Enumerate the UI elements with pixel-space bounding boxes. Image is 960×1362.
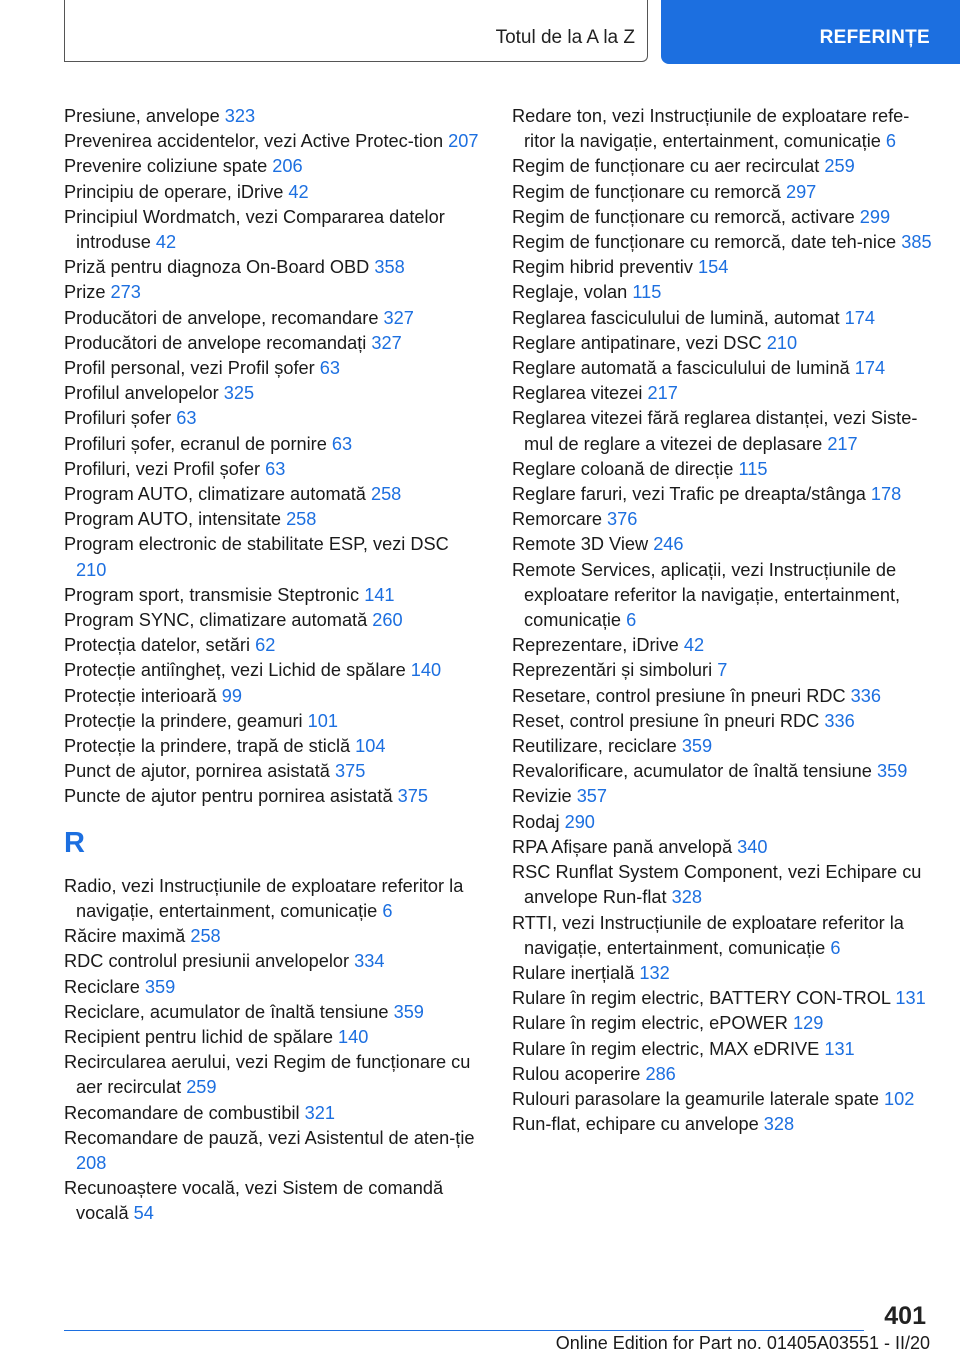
index-entry (64, 975, 484, 1000)
index-entry-text: Recomandare de combustibil (64, 1102, 305, 1123)
index-page-link[interactable]: 99 (221, 685, 242, 706)
index-page-link[interactable]: 154 (698, 257, 729, 278)
index-entry (64, 1126, 484, 1176)
index-page-link[interactable]: 375 (397, 786, 429, 807)
index-page-link[interactable]: 42 (155, 232, 177, 253)
index-entry-text: Radio, vezi Instrucțiunile de exploatare referitor la navigație, entertainment, comunicație (64, 875, 464, 921)
index-entry (512, 658, 937, 683)
index-entry (512, 180, 937, 205)
index-entry (64, 104, 484, 129)
index-page-link[interactable]: 258 (190, 926, 221, 947)
index-column-right (512, 104, 937, 1137)
index-page-link[interactable]: 321 (304, 1102, 335, 1123)
index-entry-text: Remote 3D View (512, 534, 654, 555)
index-page-link[interactable]: 208 (76, 1152, 107, 1173)
index-page-link[interactable]: 42 (288, 181, 309, 202)
index-entry-text: Regim de funcționare cu remorcă, activare (512, 206, 860, 227)
index-page-link[interactable]: 357 (576, 786, 608, 807)
chapter-title: Totul de la A la Z (495, 27, 635, 48)
index-entry-text: Profil personal, vezi Profil șofer (64, 358, 320, 379)
index-entry (64, 684, 484, 709)
index-page-link[interactable]: 206 (272, 156, 303, 177)
index-entry (64, 1050, 484, 1100)
index-page-link[interactable]: 297 (785, 181, 817, 202)
index-page-link[interactable]: 210 (766, 332, 798, 353)
index-entry (64, 1025, 484, 1050)
index-entry-text: Rulare în regim electric, ePOWER (512, 1013, 793, 1034)
index-entry-text: Reglarea fasciculului de lumină, automat (512, 307, 845, 328)
index-entry (512, 709, 937, 734)
index-entry (64, 1176, 484, 1226)
index-entry (512, 482, 937, 507)
index-entry (512, 331, 937, 356)
index-entry-text: Reutilizare, reciclare (512, 736, 682, 757)
index-entry (512, 835, 937, 860)
index-entry-text: Prevenire coliziune spate (64, 156, 273, 177)
index-page-link[interactable]: 63 (331, 433, 353, 454)
index-entry (512, 104, 937, 154)
index-entry-text: Reglarea vitezei (512, 383, 648, 404)
index-entry (64, 406, 484, 431)
index-entry (512, 532, 937, 557)
index-entry (64, 1000, 484, 1025)
index-page-link[interactable]: 327 (383, 307, 414, 328)
page-number: 401 (884, 1302, 926, 1330)
index-page-link[interactable]: 336 (850, 685, 882, 706)
index-entry-text: Profiluri, vezi Profil șofer (64, 458, 266, 479)
index-entry-text: Puncte de ajutor pentru pornirea asistată (64, 786, 398, 807)
index-entry (512, 1062, 937, 1087)
index-entry (512, 255, 937, 280)
index-entry (64, 205, 484, 255)
index-entry-text: Protecție la prindere, geamuri (64, 710, 308, 731)
index-entry (64, 507, 484, 532)
index-page-link[interactable]: 131 (895, 988, 926, 1009)
index-entry-text: Producători de anvelope, recomandare (64, 307, 384, 328)
index-page-link[interactable]: 358 (374, 257, 405, 278)
header-tab-references[interactable] (661, 0, 960, 64)
index-page-link[interactable]: 42 (683, 635, 705, 656)
index-page-link[interactable]: 359 (144, 976, 176, 997)
index-page-link[interactable]: 273 (110, 282, 141, 303)
index-entry (64, 306, 484, 331)
index-entry (64, 280, 484, 305)
index-page-link[interactable]: 102 (884, 1088, 915, 1109)
index-entry-text: Protecția datelor, setări (64, 635, 256, 656)
index-entry (64, 874, 484, 924)
index-entry-text: Revizie (512, 786, 577, 807)
index-entry-text: Recunoaștere vocală, vezi Sistem de comandă vocală (64, 1178, 444, 1224)
index-page-link[interactable]: 131 (824, 1038, 855, 1059)
index-entry-text: Rulare inerțială (512, 962, 640, 983)
index-entry (512, 784, 937, 809)
index-entry-text: Rulou acoperire (512, 1063, 646, 1084)
index-page-link[interactable]: 258 (370, 484, 402, 505)
index-entry (512, 406, 937, 456)
index-entry-text: Rulare în regim electric, MAX eDRIVE (512, 1038, 825, 1059)
index-entry-text: Profiluri șofer, ecranul de pornire (64, 433, 332, 454)
index-page-link[interactable]: 217 (827, 433, 858, 454)
index-entry (64, 331, 484, 356)
index-entry-text: Principiul Wordmatch, vezi Compararea datelor introduse (64, 206, 445, 253)
index-entry-text: Prevenirea accidentelor, vezi Active Protec-tion (64, 131, 449, 152)
index-page-link[interactable]: 174 (854, 358, 886, 379)
index-page-link[interactable]: 178 (870, 484, 902, 505)
index-entry (64, 583, 484, 608)
index-entry (512, 507, 937, 532)
index-page-link[interactable]: 6 (626, 610, 637, 631)
index-entry-text: Recircularea aerului, vezi Regim de funcționare cu aer recirculat (64, 1052, 471, 1098)
footer-edition: Online Edition for Part no. 01405A03551 - II/20 (555, 1333, 930, 1353)
index-entry (64, 255, 484, 280)
index-page-link[interactable]: 54 (133, 1203, 154, 1224)
index-page-link[interactable]: 217 (647, 383, 678, 404)
index-entry (64, 759, 484, 784)
index-page-link[interactable]: 259 (186, 1077, 217, 1098)
index-entry-text: Reciclare, acumulator de înaltă tensiune (64, 1001, 394, 1022)
index-entry-text: Reglare automată a fasciculului de lumină (512, 358, 855, 379)
index-entry-text: Recomandare de pauză, vezi Asistentul de aten-ție (64, 1127, 475, 1148)
index-page-link[interactable]: 260 (372, 610, 403, 631)
index-entry (64, 482, 484, 507)
index-entry-text: Producători de anvelope recomandați (64, 332, 372, 353)
index-page-link[interactable]: 207 (448, 131, 479, 152)
index-entry-text: Resetare, control presiune în pneuri RDC (512, 685, 851, 706)
index-entry-text: Program sport, transmisie Steptronic (64, 584, 365, 605)
index-entry (512, 961, 937, 986)
index-page-link[interactable]: 359 (876, 761, 908, 782)
index-page-link[interactable]: 115 (738, 458, 768, 479)
index-entry (64, 432, 484, 457)
index-page-link[interactable]: 62 (255, 635, 276, 656)
index-entry-text: Recipient pentru lichid de spălare (64, 1026, 338, 1047)
index-entry (512, 911, 937, 961)
index-entry-text: Prize (64, 282, 111, 303)
index-page-link[interactable]: 328 (671, 887, 702, 908)
index-page-link[interactable]: 63 (319, 358, 340, 379)
index-entry-text: Profiluri șofer (64, 408, 177, 429)
index-entry (64, 658, 484, 683)
index-entry-text: Program electronic de stabilitate ESP, vezi DSC (64, 534, 449, 555)
index-page-link[interactable]: 132 (639, 962, 670, 983)
index-entry (64, 608, 484, 633)
index-page-link[interactable]: 115 (632, 282, 662, 303)
index-entry-text: Reglarea vitezei fără reglarea distanței, vezi Siste-mul de reglare a vitezei de deplasare (512, 408, 918, 454)
index-page-link[interactable]: 101 (307, 710, 338, 731)
index-entry (64, 734, 484, 759)
index-list-r (64, 874, 484, 1227)
index-entry (512, 558, 937, 634)
index-entry-text: Reglaje, volan (512, 282, 633, 303)
index-page-link[interactable]: 334 (354, 951, 385, 972)
index-entry (512, 1011, 937, 1036)
index-entry (512, 1037, 937, 1062)
index-entry-text: Protecție antiîngheț, vezi Lichid de spălare (64, 660, 411, 681)
index-entry-text: Principiu de operare, iDrive (64, 181, 289, 202)
index-page-link[interactable]: 328 (763, 1114, 795, 1135)
index-entry (512, 810, 937, 835)
index-entry-text: Reglare faruri, vezi Trafic pe dreapta/stânga (512, 484, 871, 505)
index-entry-text: Program AUTO, climatizare automată (64, 484, 371, 505)
index-entry (64, 784, 484, 809)
index-entry (64, 457, 484, 482)
index-entry (512, 1112, 937, 1137)
index-entry-text: Regim de funcționare cu remorcă, date teh-nice (512, 232, 902, 253)
index-page-link[interactable]: 129 (792, 1013, 824, 1034)
index-entry (512, 734, 937, 759)
index-page-link[interactable]: 290 (564, 811, 595, 832)
index-entry-text: Reglare antipatinare, vezi DSC (512, 332, 767, 353)
index-entry (64, 180, 484, 205)
index-entry (64, 129, 484, 154)
index-entry-text: RPA Afișare pană anvelopă (512, 836, 738, 857)
footer-divider (64, 1330, 864, 1331)
index-entry-text: Punct de ajutor, pornirea asistată (64, 761, 335, 782)
index-entry (64, 532, 484, 582)
index-entry (64, 1101, 484, 1126)
index-list-r-continued (512, 104, 937, 1137)
index-entry (512, 633, 937, 658)
index-page-link[interactable]: 140 (410, 660, 442, 681)
index-list-p (64, 104, 484, 810)
index-entry (64, 154, 484, 179)
index-page-link[interactable]: 6 (885, 131, 897, 152)
index-entry-text: Regim hibrid preventiv (512, 257, 698, 278)
index-page-link[interactable]: 336 (824, 710, 855, 731)
index-entry-text: Regim de funcționare cu aer recirculat (512, 156, 825, 177)
index-entry (64, 356, 484, 381)
index-entry-text: Run-flat, echipare cu anvelope (512, 1114, 764, 1135)
index-page-link[interactable]: 359 (393, 1001, 424, 1022)
index-entry-text: Reset, control presiune în pneuri RDC (512, 710, 825, 731)
index-entry (512, 1087, 937, 1112)
index-entry-text: Program AUTO, intensitate (64, 509, 287, 530)
section-letter-r: R (64, 826, 85, 859)
index-entry-text: Presiune, anvelope (64, 106, 225, 126)
index-page-link[interactable]: 299 (859, 206, 891, 227)
index-page-link[interactable]: 327 (371, 332, 402, 353)
index-page-link[interactable]: 140 (338, 1026, 369, 1047)
index-entry (512, 306, 937, 331)
index-entry-text: Rulouri parasolare la geamurile laterale spate (512, 1088, 885, 1109)
index-entry (64, 924, 484, 949)
index-page-link[interactable]: 376 (607, 509, 638, 530)
index-entry (64, 709, 484, 734)
index-entry (64, 633, 484, 658)
index-entry-text: RDC controlul presiunii anvelopelor (64, 951, 355, 972)
index-entry (512, 381, 937, 406)
index-page-link[interactable]: 6 (382, 900, 393, 921)
index-entry (64, 949, 484, 974)
index-page-link[interactable]: 63 (176, 408, 197, 429)
index-entry-text: Protecție la prindere, trapă de sticlă (64, 736, 356, 757)
index-entry-text: Reglare coloană de direcție (512, 458, 739, 479)
tab-label: REFERINȚE (819, 27, 930, 48)
index-page-link[interactable]: 141 (364, 584, 395, 605)
index-entry (64, 381, 484, 406)
index-page-link[interactable]: 210 (76, 559, 107, 580)
index-entry-text: Redare ton, vezi Instrucțiunile de exploatare refe-ritor la navigație, entertainment, comunicație (512, 106, 910, 152)
index-entry-text: RTTI, vezi Instrucțiunile de exploatare referitor la navigație, entertainment, comunicație (512, 912, 904, 958)
index-page-link[interactable]: 246 (653, 534, 684, 555)
index-entry-text: Reprezentare, iDrive (512, 635, 684, 656)
index-entry (512, 860, 937, 910)
index-entry (512, 154, 937, 179)
index-page-link[interactable]: 325 (223, 383, 255, 404)
index-page-link[interactable]: 259 (824, 156, 855, 177)
index-entry-text: Reprezentări și simboluri (512, 660, 718, 681)
index-entry (512, 230, 937, 255)
index-page-link[interactable]: 7 (717, 660, 728, 681)
header-title-box (64, 0, 648, 62)
index-entry-text: Rulare în regim electric, BATTERY CON-TROL (512, 988, 896, 1009)
index-entry-text: Revalorificare, acumulator de înaltă tensiune (512, 761, 877, 782)
index-entry (512, 986, 937, 1011)
index-page-link[interactable]: 323 (224, 106, 256, 126)
index-page-link[interactable]: 286 (645, 1063, 676, 1084)
index-entry-text: Reciclare (64, 976, 145, 997)
index-entry-text: Remote Services, aplicații, vezi Instrucțiunile de exploatare referitor la navigație, entertainment, comunicație (512, 559, 901, 631)
index-entry (512, 684, 937, 709)
index-entry-text: Regim de funcționare cu remorcă (512, 181, 786, 202)
index-page-link[interactable]: 258 (286, 509, 317, 530)
index-entry-text: RSC Runflat System Component, vezi Echipare cu anvelope Run-flat (512, 862, 922, 908)
index-page-link[interactable]: 340 (737, 836, 768, 857)
index-page-link[interactable]: 6 (830, 937, 841, 958)
index-page-link[interactable]: 104 (355, 736, 386, 757)
index-entry-text: Protecție interioară (64, 685, 222, 706)
index-page-link[interactable]: 359 (681, 736, 713, 757)
index-page-link[interactable]: 375 (334, 761, 366, 782)
index-entry-text: Priză pentru diagnoza On-Board OBD (64, 257, 375, 278)
index-entry (512, 759, 937, 784)
index-entry (512, 356, 937, 381)
index-entry-text: Răcire maximă (64, 926, 191, 947)
index-entry-text: Program SYNC, climatizare automată (64, 610, 373, 631)
index-entry-text: Remorcare (512, 509, 608, 530)
index-entry-text: Profilul anvelopelor (64, 383, 224, 404)
index-page-link[interactable]: 63 (265, 458, 286, 479)
index-entry-text: Rodaj (512, 811, 565, 832)
index-entry (512, 205, 937, 230)
index-column-left (64, 104, 484, 1227)
index-page-link[interactable]: 174 (844, 307, 875, 328)
index-entry (512, 457, 937, 482)
index-entry (512, 280, 937, 305)
index-page-link[interactable]: 385 (901, 232, 932, 253)
